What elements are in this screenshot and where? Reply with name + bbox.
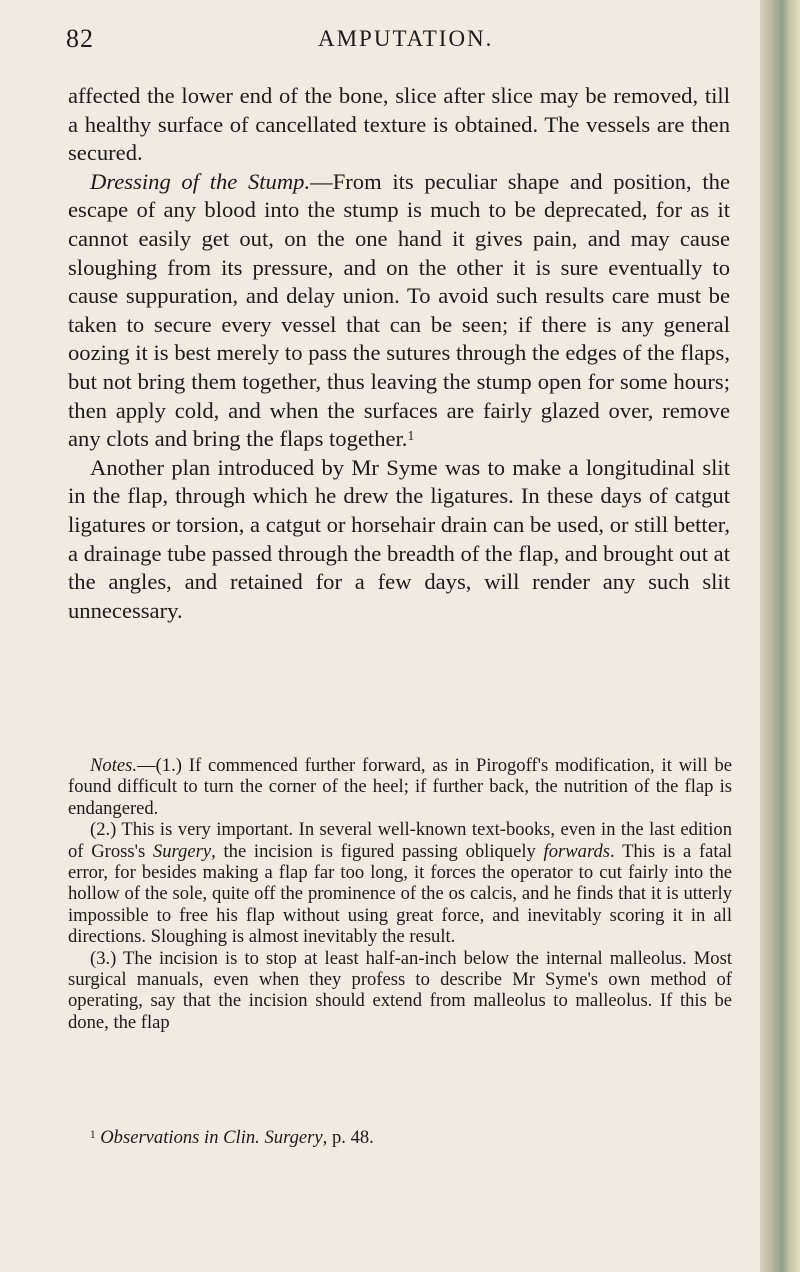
paragraph-3: Another plan introduced by Mr Syme was to make a longitudinal slit in the flap, through which he drew the ligatures. In these days of catgut ligatures or torsion, a catgut or horsehair drain can be used, or still better, a drainage tube passed through the breadth of the flap, and brought out at the angles, and retained for a few days, will render any such slit unnecessary. — [68, 454, 730, 623]
note-3: (3.) The incision is to stop at least half-an-inch below the internal malleolus. Most surgical manuals, even when they profess to describe Mr Syme's own method of operating, say that the incision should extend from malleolus to malleolus. If this be done, the flap — [68, 947, 732, 1033]
paragraph-1: affected the lower end of the bone, slice after slice may be removed, till a healthy surface of cancellated texture is obtained. The vessels are then secured. — [68, 83, 730, 166]
note-1 — [68, 755, 732, 819]
footnote-title: Observations in Clin. Surgery — [100, 1127, 323, 1148]
footnote — [90, 1127, 730, 1149]
emphasis-forwards: forwards — [543, 840, 611, 862]
running-head: AMPUTATION. — [318, 26, 494, 51]
notes-label: Notes. — [90, 755, 138, 776]
note-2-text-b: , the incision is figured passing obliquely — [211, 840, 544, 862]
book-binding-edge — [760, 0, 800, 1272]
footnote-page: , p. 48. — [322, 1127, 374, 1148]
page-number: 82 — [66, 24, 94, 53]
book-title-surgery: Surgery — [152, 840, 212, 862]
main-text — [68, 82, 730, 625]
note-2-text-c: . This is a fatal error, for besides making a flap far too long, it forces the operator to cut fairly into the hollow of the sole, quite off the prominence of the os calcis, and he finds that it is utterly impossible to free his flap without using great force, and inevitably scoring it in all directions. Sloughing is almost inevitably the result. — [68, 840, 732, 948]
note-2 — [68, 819, 732, 947]
notes-section — [68, 755, 732, 1033]
paragraph-2 — [68, 168, 730, 454]
page-header — [0, 24, 760, 58]
note-1-text: —(1.) If commenced further forward, as in Pirogoff's modification, it will be found difficult to turn the corner of the heel; if further back, the nutrition of the flap is endangered. — [68, 755, 732, 819]
note-2-text-a: (2.) This is very important. In several well-known text-books, even in the last edition of Gross's — [68, 819, 732, 862]
paragraph-2-text: —From its peculiar shape and position, the escape of any blood into the stump is much to be deprecated, for as it cannot easily get out, on the one hand it gives pain, and may cause sloughing from its pressure, and on the other it is sure eventually to cause suppuration, and delay union. To avoid such results care must be taken to secure every vessel that can be seen; if there is any general oozing it is best merely to pass the sutures through the edges of the flaps, but not bring them together, thus leaving the stump open for some hours; then apply cold, and when the surfaces are fairly glazed over, remove any clots and bring the flaps together. — [68, 168, 730, 452]
footnote-ref: 1 — [407, 428, 415, 444]
section-heading-dressing: Dressing of the Stump. — [90, 168, 311, 194]
footnote-marker: 1 — [90, 1128, 96, 1141]
